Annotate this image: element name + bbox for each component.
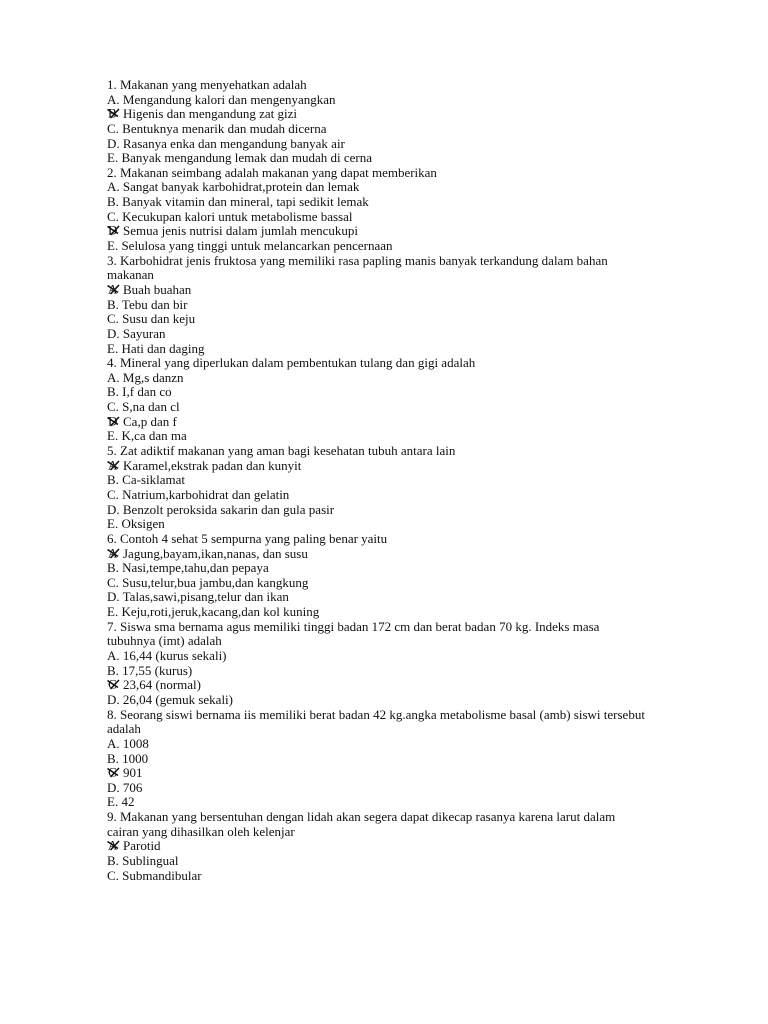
svg-text:D: D [108, 224, 118, 237]
handwritten-check-mark-icon [107, 459, 121, 471]
line-text: C. S,na dan cl [107, 399, 180, 415]
text-line [107, 561, 647, 576]
text-line [107, 327, 647, 342]
text-line [107, 444, 647, 459]
line-text: E. Selulosa yang tinggi untuk melancarkan pencernaan [107, 238, 393, 254]
line-text: Karamel,ekstrak padan dan kunyit [123, 457, 302, 473]
answer-line-marked [107, 415, 647, 430]
text-line [107, 137, 647, 152]
text-line [107, 795, 647, 810]
text-line [107, 166, 647, 181]
text-line [107, 649, 647, 664]
svg-text:D: D [108, 414, 118, 427]
line-text: Ca,p dan f [123, 413, 177, 429]
text-line [107, 371, 647, 386]
answer-line-marked [107, 459, 647, 474]
line-text: 4. Mineral yang diperlukan dalam pembentukan tulang dan gigi adalah [107, 355, 476, 371]
svg-text:C: C [108, 766, 117, 779]
answer-line-marked [107, 839, 647, 854]
line-text: B. Tebu dan bir [107, 296, 188, 312]
line-text: 8. Seorang siswi bernama iis memiliki berat badan 42 kg.angka metabolisme basal (amb) siswi tersebut adalah [107, 706, 645, 737]
line-text: C. Susu dan keju [107, 311, 196, 327]
answer-line-marked [107, 547, 647, 562]
line-text: A. Mengandung kalori dan mengenyangkan [107, 91, 336, 107]
text-line [107, 342, 647, 357]
text-line [107, 708, 647, 737]
line-text: 3. Karbohidrat jenis fruktosa yang memiliki rasa papling manis banyak terkandung dalam bahan makanan [107, 252, 608, 283]
text-line [107, 503, 647, 518]
line-text: B. Banyak vitamin dan mineral, tapi sedikit lemak [107, 194, 369, 210]
line-text: E. Oksigen [107, 516, 165, 532]
text-line [107, 752, 647, 767]
handwritten-check-mark-icon [107, 839, 121, 851]
svg-text:A: A [108, 458, 118, 471]
text-line [107, 239, 647, 254]
line-text: D. Talas,sawi,pisang,telur dan ikan [107, 589, 289, 605]
line-text: E. Keju,roti,jeruk,kacang,dan kol kuning [107, 604, 320, 620]
handwritten-check-mark-icon [107, 678, 121, 690]
text-line [107, 93, 647, 108]
line-text: D. Benzolt peroksida sakarin dan gula pasir [107, 501, 335, 517]
text-line [107, 737, 647, 752]
text-line [107, 854, 647, 869]
svg-text:A: A [108, 546, 118, 559]
handwritten-check-mark-icon [107, 766, 121, 778]
text-line [107, 532, 647, 547]
text-line [107, 869, 647, 884]
text-line [107, 605, 647, 620]
line-text: B. 1000 [107, 750, 149, 766]
line-text: Semua jenis nutrisi dalam jumlah mencukupi [123, 223, 359, 239]
line-text: D. 26,04 (gemuk sekali) [107, 691, 234, 707]
text-line [107, 312, 647, 327]
text-line [107, 473, 647, 488]
line-text: 9. Makanan yang bersentuhan dengan lidah akan segera dapat dikecap rasanya karena larut dalam cairan yang dihasilkan oleh kelenjar [107, 809, 616, 839]
line-text: 901 [123, 765, 143, 781]
line-text: 6. Contoh 4 sehat 5 sempurna yang paling benar yaitu [107, 530, 388, 546]
text-line [107, 576, 647, 591]
text-line [107, 356, 647, 371]
line-text: Higenis dan mengandung zat gizi [123, 106, 298, 122]
line-text: A. Sangat banyak karbohidrat,protein dan lemak [107, 179, 360, 195]
text-line [107, 385, 647, 400]
handwritten-check-mark-icon [107, 415, 121, 427]
text-line [107, 180, 647, 195]
text-line [107, 488, 647, 503]
text-line [107, 781, 647, 796]
text-line [107, 620, 647, 649]
line-text: C. Bentuknya menarik dan mudah dicerna [107, 120, 327, 136]
text-line [107, 429, 647, 444]
line-text: C. Natrium,karbohidrat dan gelatin [107, 486, 290, 502]
text-line [107, 298, 647, 313]
line-text: 5. Zat adiktif makanan yang aman bagi kesehatan tubuh antara lain [107, 443, 456, 459]
line-text: E. 42 [107, 794, 135, 810]
line-text: E. Hati dan daging [107, 340, 205, 356]
text-line [107, 78, 647, 93]
line-text: A. Mg,s danzn [107, 369, 184, 385]
line-text: D. 706 [107, 779, 143, 795]
line-text: E. Banyak mengandung lemak dan mudah di cerna [107, 150, 372, 166]
line-text: D. Sayuran [107, 325, 166, 341]
text-line [107, 590, 647, 605]
svg-text:B: B [108, 107, 117, 120]
line-text: D. Rasanya enka dan mengandung banyak air [107, 135, 345, 151]
handwritten-check-mark-icon [107, 547, 121, 559]
text-line [107, 210, 647, 225]
line-text: 7. Siswa sma bernama agus memiliki tinggi badan 172 cm dan berat badan 70 kg. Indeks masa tubuhnya (imt) adalah [107, 618, 600, 649]
line-text: C. Submandibular [107, 867, 202, 883]
answer-line-marked [107, 766, 647, 781]
line-text: E. K,ca dan ma [107, 428, 187, 444]
line-text: C. Susu,telur,bua jambu,dan kangkung [107, 574, 309, 590]
quiz-content [107, 78, 647, 883]
text-line [107, 254, 647, 283]
line-text: B. Sublingual [107, 853, 179, 869]
line-text: Jagung,bayam,ikan,nanas, dan susu [123, 545, 308, 561]
line-text: A. 1008 [107, 735, 149, 751]
handwritten-check-mark-icon [107, 283, 121, 295]
line-text: 23,64 (normal) [123, 677, 201, 693]
text-line [107, 810, 647, 839]
line-text: Parotid [123, 838, 161, 854]
line-text: B. 17,55 (kurus) [107, 662, 193, 678]
text-line [107, 151, 647, 166]
text-line [107, 400, 647, 415]
handwritten-check-mark-icon [107, 107, 121, 119]
line-text: B. Nasi,tempe,tahu,dan pepaya [107, 560, 269, 576]
text-line [107, 664, 647, 679]
answer-line-marked [107, 283, 647, 298]
text-line [107, 195, 647, 210]
line-text: B. Ca-siklamat [107, 472, 185, 488]
text-line [107, 693, 647, 708]
answer-line-marked [107, 678, 647, 693]
line-text: A. 16,44 (kurus sekali) [107, 648, 227, 664]
text-line [107, 517, 647, 532]
svg-text:C: C [108, 678, 117, 691]
handwritten-check-mark-icon [107, 224, 121, 236]
svg-text:A: A [108, 839, 118, 852]
line-text: B. I,f dan co [107, 384, 172, 400]
line-text: 1. Makanan yang menyehatkan adalah [107, 77, 307, 92]
answer-line-marked [107, 224, 647, 239]
line-text: Buah buahan [123, 281, 192, 297]
line-text: 2. Makanan seimbang adalah makanan yang dapat memberikan [107, 164, 437, 180]
text-line [107, 122, 647, 137]
svg-text:A: A [108, 282, 118, 295]
answer-line-marked [107, 107, 647, 122]
line-text: C. Kecukupan kalori untuk metabolisme bassal [107, 208, 353, 224]
